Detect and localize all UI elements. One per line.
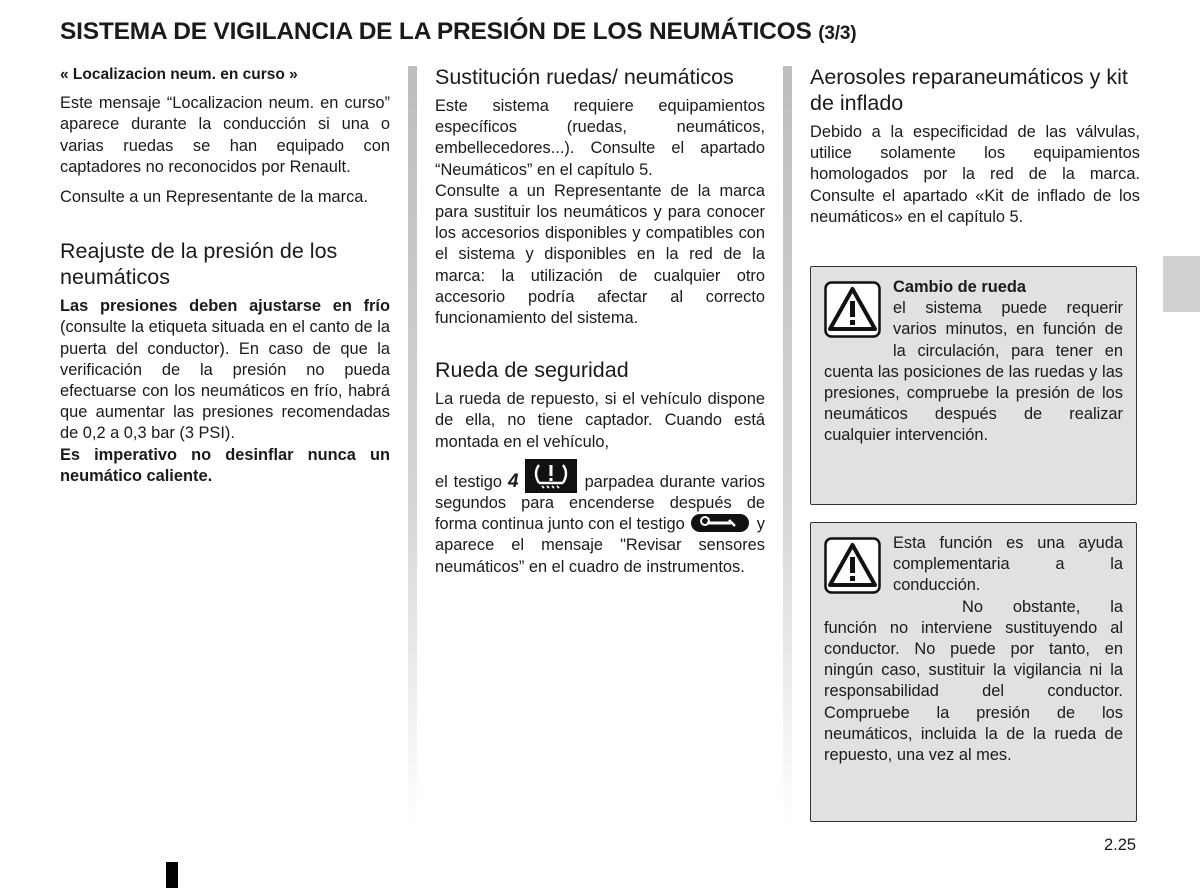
section-heading-localizacion: « Localizacion neum. en curso » xyxy=(60,66,298,83)
tpms-warning-light-icon xyxy=(525,459,577,493)
paragraph: Consulte a un Representante de la marca. xyxy=(60,188,368,207)
section-heading-rueda-seguridad: Rueda de seguridad xyxy=(435,358,629,383)
warning-title: Cambio de rueda xyxy=(893,278,1026,296)
page-number: 2.25 xyxy=(1104,836,1137,854)
column-divider-right xyxy=(783,66,792,826)
warning-triangle-icon xyxy=(824,537,881,594)
chapter-tab xyxy=(1163,256,1200,312)
paragraph-text: Este sistema requiere equipamientos específicos (ruedas, neumáticos, embellecedores...). Consulte el apartado “Neumáticos” en el capítulo 5. xyxy=(435,97,765,179)
column-right xyxy=(810,64,1140,228)
paragraph: Este mensaje “Localizacion neum. en curso” aparece durante la conducción si una o varias ruedas se han equipado con captadores no reconocidos por Renault. xyxy=(60,94,390,176)
column-divider-left xyxy=(408,66,417,826)
paragraph: Debido a la especificidad de las válvulas, utilice solamente los equipamientos homologados por la red de la marca. Consulte el apartado «Kit de inflado de los neumáticos» en el capítulo 5. xyxy=(810,123,1140,226)
indicator-number: 4 xyxy=(507,470,519,492)
paragraph-text: (consulte la etiqueta situada en el canto de la puerta del conductor). En caso de que la verificación de la presión no pueda efectuarse con los neumáticos en frío, habrá que aumentar las presiones recomendadas de 0,2 a 0,3 bar (3 PSI). xyxy=(60,318,390,443)
wrench-service-light-icon xyxy=(691,514,749,532)
paragraph-text: y aparece el mensaje "Revisar sensores neumáticos” en el cuadro de instrumentos. xyxy=(435,515,765,576)
warning-box-ayuda xyxy=(810,522,1137,822)
paragraph-text: Consulte a un Representante de la marca para sustituir los neumáticos y para conocer los accesorios disponibles y compatibles con el sistema y disponibles en la red de la marca: la utilización de cualquier otro accesorio podría afectar al correcto funcionamiento del sistema. xyxy=(435,181,765,328)
title-part: (3/3) xyxy=(818,23,857,44)
paragraph xyxy=(435,96,765,329)
warning-box-cambio-rueda xyxy=(810,266,1137,505)
warning-triangle-icon xyxy=(824,281,881,338)
warning-text: No obstante, la función no interviene sustituyendo al conductor. No puede por tanto, en ningún caso, sustituir la vigilancia ni la responsabilidad del conductor. Compruebe la presión de los neumáticos, incluida la de la rueda de repuesto, una vez al mes. xyxy=(824,597,1123,765)
title-text: SISTEMA DE VIGILANCIA DE LA PRESIÓN DE LOS NEUMÁTICOS xyxy=(60,18,812,45)
column-left xyxy=(60,64,390,487)
paragraph-text: el testigo xyxy=(435,472,502,491)
paragraph: La rueda de repuesto, si el vehículo dispone de ella, no tiene captador. Cuando está montada en el vehículo, xyxy=(435,390,765,451)
bold-warning-text: Es imperativo no desinflar nunca un neumático caliente. xyxy=(60,445,390,485)
warning-text: Esta función es una ayuda complementaria a la conducción. xyxy=(893,534,1123,595)
paragraph-testigo xyxy=(435,459,765,578)
section-heading-aerosoles: Aerosoles reparaneumáticos y kit de inflado xyxy=(810,65,1128,115)
paragraph-presiones xyxy=(60,296,390,487)
section-heading-reajuste: Reajuste de la presión de los neumáticos xyxy=(60,239,338,290)
paragraph-text: parpadea durante varios segundos para encenderse después de forma continua junto con el testigo xyxy=(435,472,765,534)
warning-text: el sistema puede requerir varios minutos, en función de la circulación, para tener en cuenta las posiciones de las ruedas y las presiones, compruebe la presión de los neumáticos después de realizar cualquier intervención. xyxy=(824,299,1123,445)
bold-text: Las presiones deben ajustarse en frío xyxy=(60,297,390,316)
crop-mark xyxy=(166,862,178,888)
column-middle xyxy=(435,64,765,578)
page-title xyxy=(60,18,856,46)
section-heading-sustitucion: Sustitución ruedas/ neumáticos xyxy=(435,65,734,89)
